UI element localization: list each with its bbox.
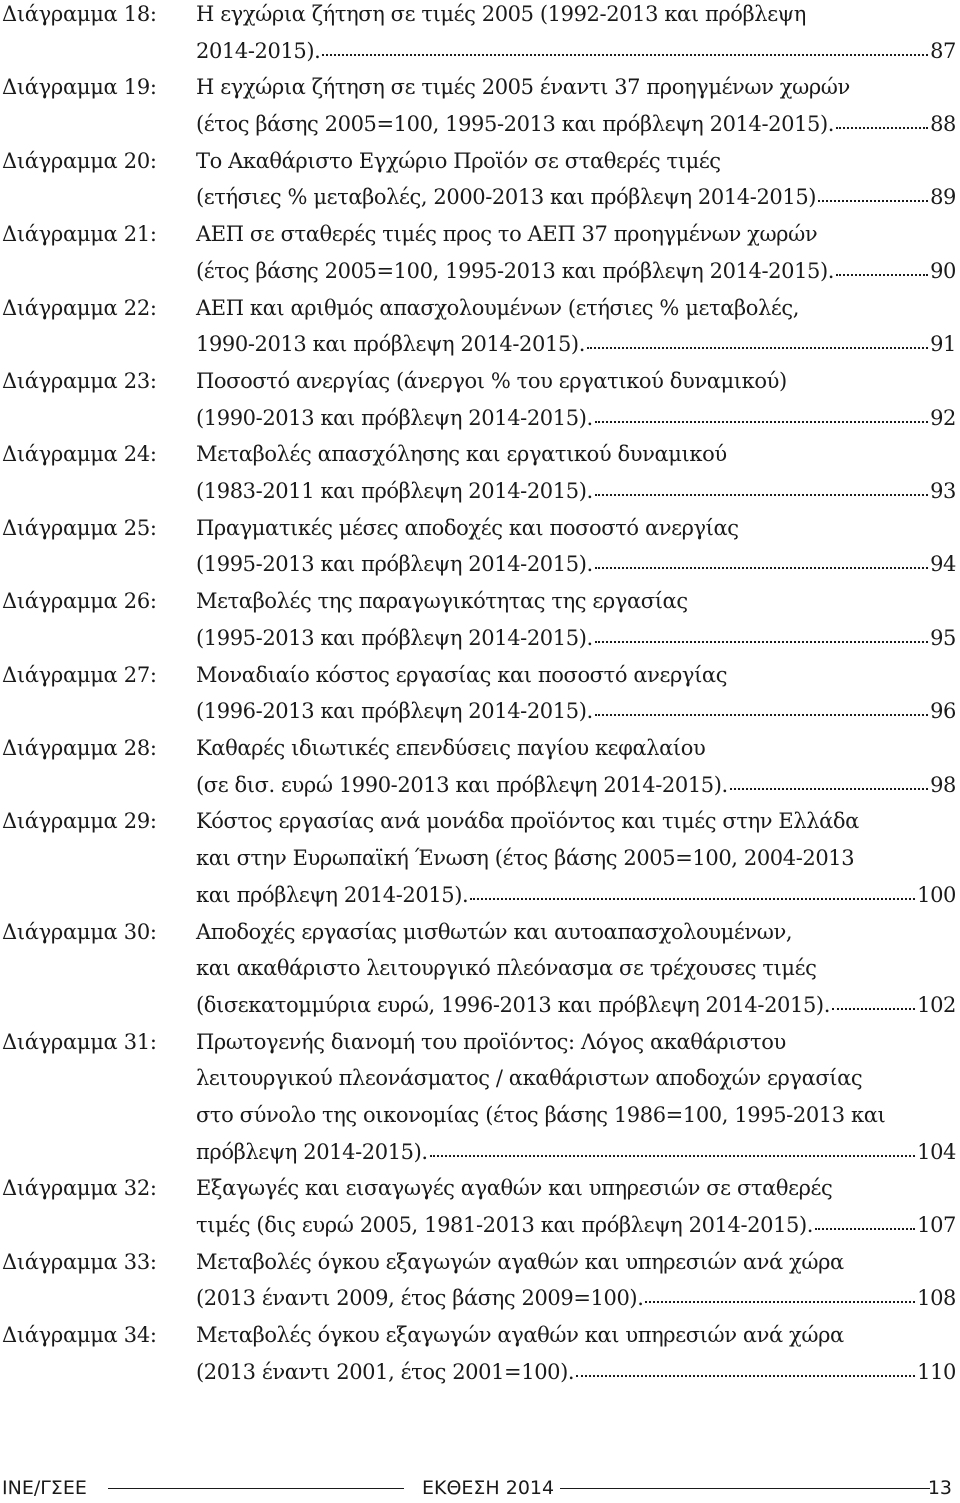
figure-title (196, 436, 956, 509)
figure-title-line: (2013 έναντι 2001, έτος 2001=100). (196, 1359, 575, 1384)
figure-title-line: Η εγχώρια ζήτηση σε τιμές 2005 (1992-2013 και πρόβλεψη (196, 2, 806, 26)
toc-entry[interactable] (0, 914, 960, 1024)
figure-title-line: (2013 έναντι 2009, έτος βάσης 2009=100). (196, 1286, 644, 1311)
figure-title (196, 510, 956, 583)
toc-entry[interactable] (0, 803, 960, 913)
figure-title (196, 730, 956, 803)
dot-leader (576, 1373, 915, 1377)
footer-rule-left (108, 1488, 404, 1489)
toc-entry[interactable] (0, 583, 960, 656)
figure-title-line: (1995-2013 και πρόβλεψη 2014-2015). (196, 552, 593, 577)
figure-title (196, 216, 956, 289)
figure-title-line: Εξαγωγές και εισαγωγές αγαθών και υπηρεσιών σε σταθερές (196, 1176, 833, 1201)
figure-title-line: ΑΕΠ και αριθμός απασχολουμένων (ετήσιες % μεταβολές, (196, 295, 799, 320)
page-number[interactable]: 110 (917, 1359, 956, 1384)
page-number[interactable]: 107 (917, 1213, 956, 1238)
page-number[interactable]: 87 (930, 38, 956, 63)
figure-title-line: λειτουργικού πλεονάσματος / ακαθάριστων αποδοχών εργασίας (196, 1066, 863, 1091)
figure-label: Διάγραμμα 26: (2, 589, 157, 614)
toc-entry[interactable] (0, 1244, 960, 1317)
dot-leader (470, 896, 915, 900)
figure-label: Διάγραμμα 20: (2, 148, 157, 173)
figure-title-line: (1983-2011 και πρόβλεψη 2014-2015). (196, 479, 593, 504)
toc-entry[interactable] (0, 69, 960, 142)
footer-page-number: 13 (927, 1477, 952, 1499)
figure-label: Διάγραμμα 28: (2, 736, 157, 760)
figure-title-line: Πρωτογενής διανομή του προϊόντος: Λόγος ακαθάριστου (196, 1029, 786, 1054)
figure-label: Διάγραμμα 25: (2, 515, 157, 540)
page-number[interactable]: 92 (930, 405, 956, 430)
figure-title-line: (έτος βάσης 2005=100, 1995-2013 και πρόβλεψη 2014-2015). (196, 112, 835, 137)
figure-title-line: (δισεκατομμύρια ευρώ, 1996-2013 και πρόβλεψη 2014-2015). (196, 992, 830, 1017)
dot-leader (818, 198, 928, 202)
figure-title-line: και ακαθάριστο λειτουργικό πλεόνασμα σε τρέχουσες τιμές (196, 956, 817, 981)
page-number[interactable]: 89 (930, 185, 956, 210)
page-number[interactable]: 96 (930, 699, 956, 724)
page-number[interactable]: 91 (930, 332, 956, 357)
dot-leader (836, 272, 928, 276)
figure-title-line: 2014-2015). (196, 38, 321, 63)
figure-title-line: 1990-2013 και πρόβλεψη 2014-2015). (196, 332, 585, 357)
dot-leader (836, 125, 928, 129)
figure-title-line: Μεταβολές της παραγωγικότητας της εργασίας (196, 589, 688, 614)
figure-label: Διάγραμμα 34: (2, 1323, 157, 1348)
page-number[interactable]: 90 (930, 258, 956, 283)
dot-leader (832, 1006, 915, 1010)
figure-title-line: και πρόβλεψη 2014-2015). (196, 882, 469, 907)
figure-title-line: και στην Ευρωπαϊκή Ένωση (έτος βάσης 2005=100, 2004-2013 (196, 846, 855, 871)
figure-title-line: Ποσοστό ανεργίας (άνεργοι % του εργατικού δυναμικού) (196, 369, 787, 393)
figure-title (196, 914, 956, 1024)
figure-title-line: στο σύνολο της οικονομίας (έτος βάσης 1986=100, 1995-2013 και (196, 1102, 886, 1127)
toc-entry[interactable] (0, 657, 960, 730)
page-number[interactable]: 98 (930, 772, 956, 797)
toc-entry[interactable] (0, 0, 960, 69)
page-number[interactable]: 93 (930, 479, 956, 504)
dot-leader (595, 419, 928, 423)
figure-title (196, 1244, 956, 1317)
page-number[interactable]: 108 (917, 1286, 956, 1311)
dot-leader (587, 345, 928, 349)
figure-title-line: πρόβλεψη 2014-2015). (196, 1139, 428, 1164)
toc-entry[interactable] (0, 510, 960, 583)
figure-label: Διάγραμμα 19: (2, 75, 157, 100)
figure-title-line: Μεταβολές όγκου εξαγωγών αγαθών και υπηρεσιών ανά χώρα (196, 1249, 844, 1274)
figure-label: Διάγραμμα 22: (2, 295, 157, 320)
figure-title-line: (έτος βάσης 2005=100, 1995-2013 και πρόβλεψη 2014-2015). (196, 258, 835, 283)
figure-label: Διάγραμμα 32: (2, 1176, 157, 1201)
figure-label: Διάγραμμα 30: (2, 919, 157, 944)
figure-title (196, 290, 956, 363)
figure-label: Διάγραμμα 24: (2, 442, 157, 467)
page-number[interactable]: 104 (917, 1139, 956, 1164)
figure-label: Διάγραμμα 21: (2, 222, 157, 247)
toc-entry[interactable] (0, 216, 960, 289)
figure-title (196, 69, 956, 142)
figure-label: Διάγραμμα 29: (2, 809, 157, 834)
figure-title (196, 803, 956, 913)
page-number[interactable]: 102 (917, 992, 956, 1017)
figure-title-line: Μοναδιαίο κόστος εργασίας και ποσοστό ανεργίας (196, 662, 728, 687)
dot-leader (730, 786, 928, 790)
figure-title (196, 0, 956, 69)
dot-leader (430, 1153, 915, 1157)
dot-leader (322, 52, 928, 56)
dot-leader (595, 712, 928, 716)
dot-leader (645, 1299, 915, 1303)
toc-entry[interactable] (0, 730, 960, 803)
toc-entry[interactable] (0, 363, 960, 436)
figure-title-line: Η εγχώρια ζήτηση σε τιμές 2005 έναντι 37 προηγμένων χωρών (196, 75, 850, 100)
figure-title-line: Κόστος εργασίας ανά μονάδα προϊόντος και τιμές στην Ελλάδα (196, 809, 859, 834)
page-number[interactable]: 95 (930, 625, 956, 650)
footer-rule-right (560, 1488, 930, 1489)
toc-entry[interactable] (0, 290, 960, 363)
figure-title-line: (1995-2013 και πρόβλεψη 2014-2015). (196, 625, 593, 650)
page-footer (0, 1473, 960, 1503)
page-number[interactable]: 94 (930, 552, 956, 577)
page-number[interactable]: 88 (930, 112, 956, 137)
figure-label: Διάγραμμα 31: (2, 1029, 157, 1054)
dot-leader (595, 639, 928, 643)
figure-label: Διάγραμμα 23: (2, 369, 157, 393)
figure-title (196, 1024, 956, 1171)
figure-label: Διάγραμμα 18: (2, 2, 157, 26)
dot-leader (815, 1226, 915, 1230)
figure-title-line: τιμές (δις ευρώ 2005, 1981-2013 και πρόβλεψη 2014-2015). (196, 1213, 814, 1238)
figure-title-line: Το Ακαθάριστο Εγχώριο Προϊόν σε σταθερές τιμές (196, 148, 721, 173)
figure-title-line: (σε δισ. ευρώ 1990-2013 και πρόβλεψη 2014-2015). (196, 772, 728, 797)
figure-title-line: ΑΕΠ σε σταθερές τιμές προς το ΑΕΠ 37 προηγμένων χωρών (196, 222, 818, 247)
figure-title (196, 657, 956, 730)
figure-title (196, 143, 956, 216)
footer-report-title: ΕΚΘΕΣΗ 2014 (422, 1477, 555, 1499)
toc-entry[interactable] (0, 1024, 960, 1171)
figure-title-line: Μεταβολές απασχόλησης και εργατικού δυναμικού (196, 442, 727, 467)
figure-label: Διάγραμμα 33: (2, 1249, 157, 1274)
figure-title (196, 1317, 956, 1390)
toc-entry[interactable] (0, 143, 960, 216)
dot-leader (595, 492, 928, 496)
figure-title (196, 1170, 956, 1243)
figure-title-line: (ετήσιες % μεταβολές, 2000-2013 και πρόβλεψη 2014-2015) (196, 185, 817, 210)
figure-title-line: Πραγματικές μέσες αποδοχές και ποσοστό ανεργίας (196, 515, 739, 540)
footer-publisher: ΙΝΕ/ΓΣΕΕ (2, 1477, 87, 1499)
toc-entry[interactable] (0, 1317, 960, 1390)
figure-label: Διάγραμμα 27: (2, 662, 157, 687)
figure-title-line: Καθαρές ιδιωτικές επενδύσεις παγίου κεφαλαίου (196, 736, 706, 760)
figure-title (196, 583, 956, 656)
figure-title-line: (1990-2013 και πρόβλεψη 2014-2015). (196, 405, 593, 430)
figure-title-line: Αποδοχές εργασίας μισθωτών και αυτοαπασχολουμένων, (196, 919, 793, 944)
toc-entry[interactable] (0, 436, 960, 509)
figure-title (196, 363, 956, 436)
page-number[interactable]: 100 (917, 882, 956, 907)
figure-title-line: (1996-2013 και πρόβλεψη 2014-2015). (196, 699, 593, 724)
figure-title-line: Μεταβολές όγκου εξαγωγών αγαθών και υπηρεσιών ανά χώρα (196, 1323, 844, 1348)
dot-leader (595, 565, 928, 569)
toc-entry[interactable] (0, 1170, 960, 1243)
